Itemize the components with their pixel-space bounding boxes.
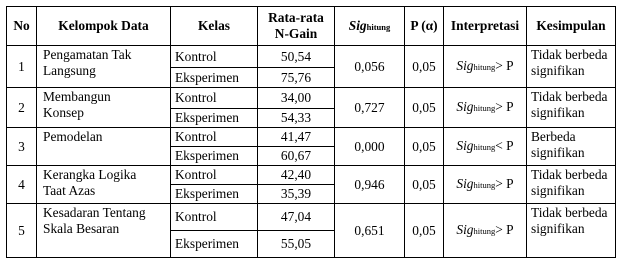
cell-sig: 0,000: [335, 128, 405, 166]
cell-kesimpulan: [527, 88, 616, 128]
cell-interpretasi: [444, 88, 527, 128]
cell-interp-sub: hitung: [473, 180, 496, 190]
cell-no: 5: [7, 204, 37, 258]
cell-kelas-eksperimen: Eksperimen: [171, 109, 258, 128]
cell-kesimpulan-line1: Berbeda: [531, 129, 576, 144]
cell-gain-eksperimen: 35,39: [258, 185, 335, 204]
cell-gain-eksperimen: 55,05: [258, 231, 335, 258]
table-row: [7, 46, 616, 68]
header-kesimpulan: Kesimpulan: [527, 7, 616, 46]
cell-kelompok: [37, 166, 171, 204]
cell-gain-kontrol: 47,04: [258, 204, 335, 231]
cell-kesimpulan-line2: signifikan: [531, 63, 585, 78]
cell-interp-op: > P: [495, 176, 514, 191]
cell-gain-kontrol: 41,47: [258, 128, 335, 147]
cell-kelompok-line2: Konsep: [43, 105, 84, 120]
cell-gain-kontrol: 50,54: [258, 46, 335, 68]
cell-kelompok-line1: Membangun: [43, 89, 111, 104]
cell-kesimpulan: [527, 166, 616, 204]
cell-kesimpulan: [527, 204, 616, 258]
cell-kelompok-line1: Kesadaran Tentang: [43, 205, 146, 220]
cell-p: 0,05: [405, 46, 444, 88]
cell-kesimpulan-line2: signifikan: [531, 221, 585, 236]
header-no: No: [7, 7, 37, 46]
cell-no: 3: [7, 128, 37, 166]
cell-kelompok: [37, 204, 171, 258]
cell-kelompok-line1: Pemodelan: [43, 129, 103, 144]
cell-kesimpulan-line1: Tidak berbeda: [531, 89, 608, 104]
cell-kelompok-line1: Kerangka Logika: [43, 167, 137, 182]
cell-interp-sub: hitung: [473, 103, 496, 113]
header-row: [7, 7, 616, 46]
cell-gain-eksperimen: 75,76: [258, 68, 335, 88]
cell-kelompok: [37, 46, 171, 88]
cell-p: 0,05: [405, 166, 444, 204]
cell-no: 2: [7, 88, 37, 128]
cell-kesimpulan-line1: Tidak berbeda: [531, 167, 608, 182]
header-sig-text: Sig: [348, 17, 367, 33]
header-interpretasi: Interpretasi: [444, 7, 527, 46]
cell-kesimpulan-line2: signifikan: [531, 105, 585, 120]
cell-interp-sig: Sig: [456, 138, 474, 153]
cell-interpretasi: [444, 166, 527, 204]
results-table: [6, 6, 616, 258]
cell-sig: 0,056: [335, 46, 405, 88]
table-row: [7, 166, 616, 185]
cell-kesimpulan-line1: Tidak berbeda: [531, 47, 608, 62]
cell-no: 1: [7, 46, 37, 88]
cell-kelas-eksperimen: Eksperimen: [171, 68, 258, 88]
cell-kelas-kontrol: Kontrol: [171, 166, 258, 185]
cell-kelompok: [37, 88, 171, 128]
cell-interp-op: < P: [495, 138, 514, 153]
header-rata-rata-line1: Rata-rata: [268, 10, 324, 25]
cell-kesimpulan-line2: signifikan: [531, 183, 585, 198]
cell-gain-kontrol: 34,00: [258, 88, 335, 109]
cell-interp-sig: Sig: [456, 58, 474, 73]
cell-kesimpulan-line1: Tidak berbeda: [531, 205, 608, 220]
cell-interpretasi: [444, 128, 527, 166]
cell-interp-sub: hitung: [473, 142, 496, 152]
table-row: [7, 204, 616, 231]
cell-no: 4: [7, 166, 37, 204]
cell-gain-kontrol: 42,40: [258, 166, 335, 185]
cell-interp-op: > P: [495, 222, 514, 237]
cell-gain-eksperimen: 54,33: [258, 109, 335, 128]
cell-kelas-eksperimen: Eksperimen: [171, 185, 258, 204]
table-row: [7, 128, 616, 147]
cell-kelompok-line2: Langsung: [43, 63, 96, 78]
cell-sig: 0,651: [335, 204, 405, 258]
cell-interp-sig: Sig: [456, 176, 474, 191]
cell-sig: 0,727: [335, 88, 405, 128]
header-p-alpha: P (α): [405, 7, 444, 46]
cell-p: 0,05: [405, 128, 444, 166]
cell-interp-op: > P: [495, 99, 514, 114]
cell-p: 0,05: [405, 204, 444, 258]
cell-kelompok-line2: Taat Azas: [43, 183, 96, 198]
header-rata-rata-line2: N-Gain: [274, 26, 318, 41]
table-row: [7, 88, 616, 109]
header-sig: [335, 7, 405, 46]
cell-kelas-kontrol: Kontrol: [171, 46, 258, 68]
header-rata-rata: [258, 7, 335, 46]
cell-kesimpulan-line2: signifikan: [531, 145, 585, 160]
cell-kesimpulan: [527, 46, 616, 88]
cell-interp-sub: hitung: [473, 62, 496, 72]
cell-kelas-kontrol: Kontrol: [171, 88, 258, 109]
cell-interpretasi: [444, 204, 527, 258]
cell-interp-sig: Sig: [456, 99, 474, 114]
cell-kelas-kontrol: Kontrol: [171, 204, 258, 231]
cell-sig: 0,946: [335, 166, 405, 204]
header-kelas: Kelas: [171, 7, 258, 46]
cell-interp-sub: hitung: [473, 226, 496, 236]
cell-kelas-eksperimen: Eksperimen: [171, 147, 258, 166]
header-sig-subscript: hitung: [366, 21, 391, 32]
cell-p: 0,05: [405, 88, 444, 128]
cell-kelas-eksperimen: Eksperimen: [171, 231, 258, 258]
cell-interp-sig: Sig: [456, 222, 474, 237]
cell-interp-op: > P: [495, 58, 514, 73]
table-body: [7, 46, 616, 258]
cell-kelompok: [37, 128, 171, 166]
header-kelompok-data: Kelompok Data: [37, 7, 171, 46]
cell-kesimpulan: [527, 128, 616, 166]
cell-interpretasi: [444, 46, 527, 88]
cell-gain-eksperimen: 60,67: [258, 147, 335, 166]
cell-kelompok-line1: Pengamatan Tak: [43, 47, 132, 62]
cell-kelompok-line2: Skala Besaran: [43, 221, 120, 236]
cell-kelas-kontrol: Kontrol: [171, 128, 258, 147]
